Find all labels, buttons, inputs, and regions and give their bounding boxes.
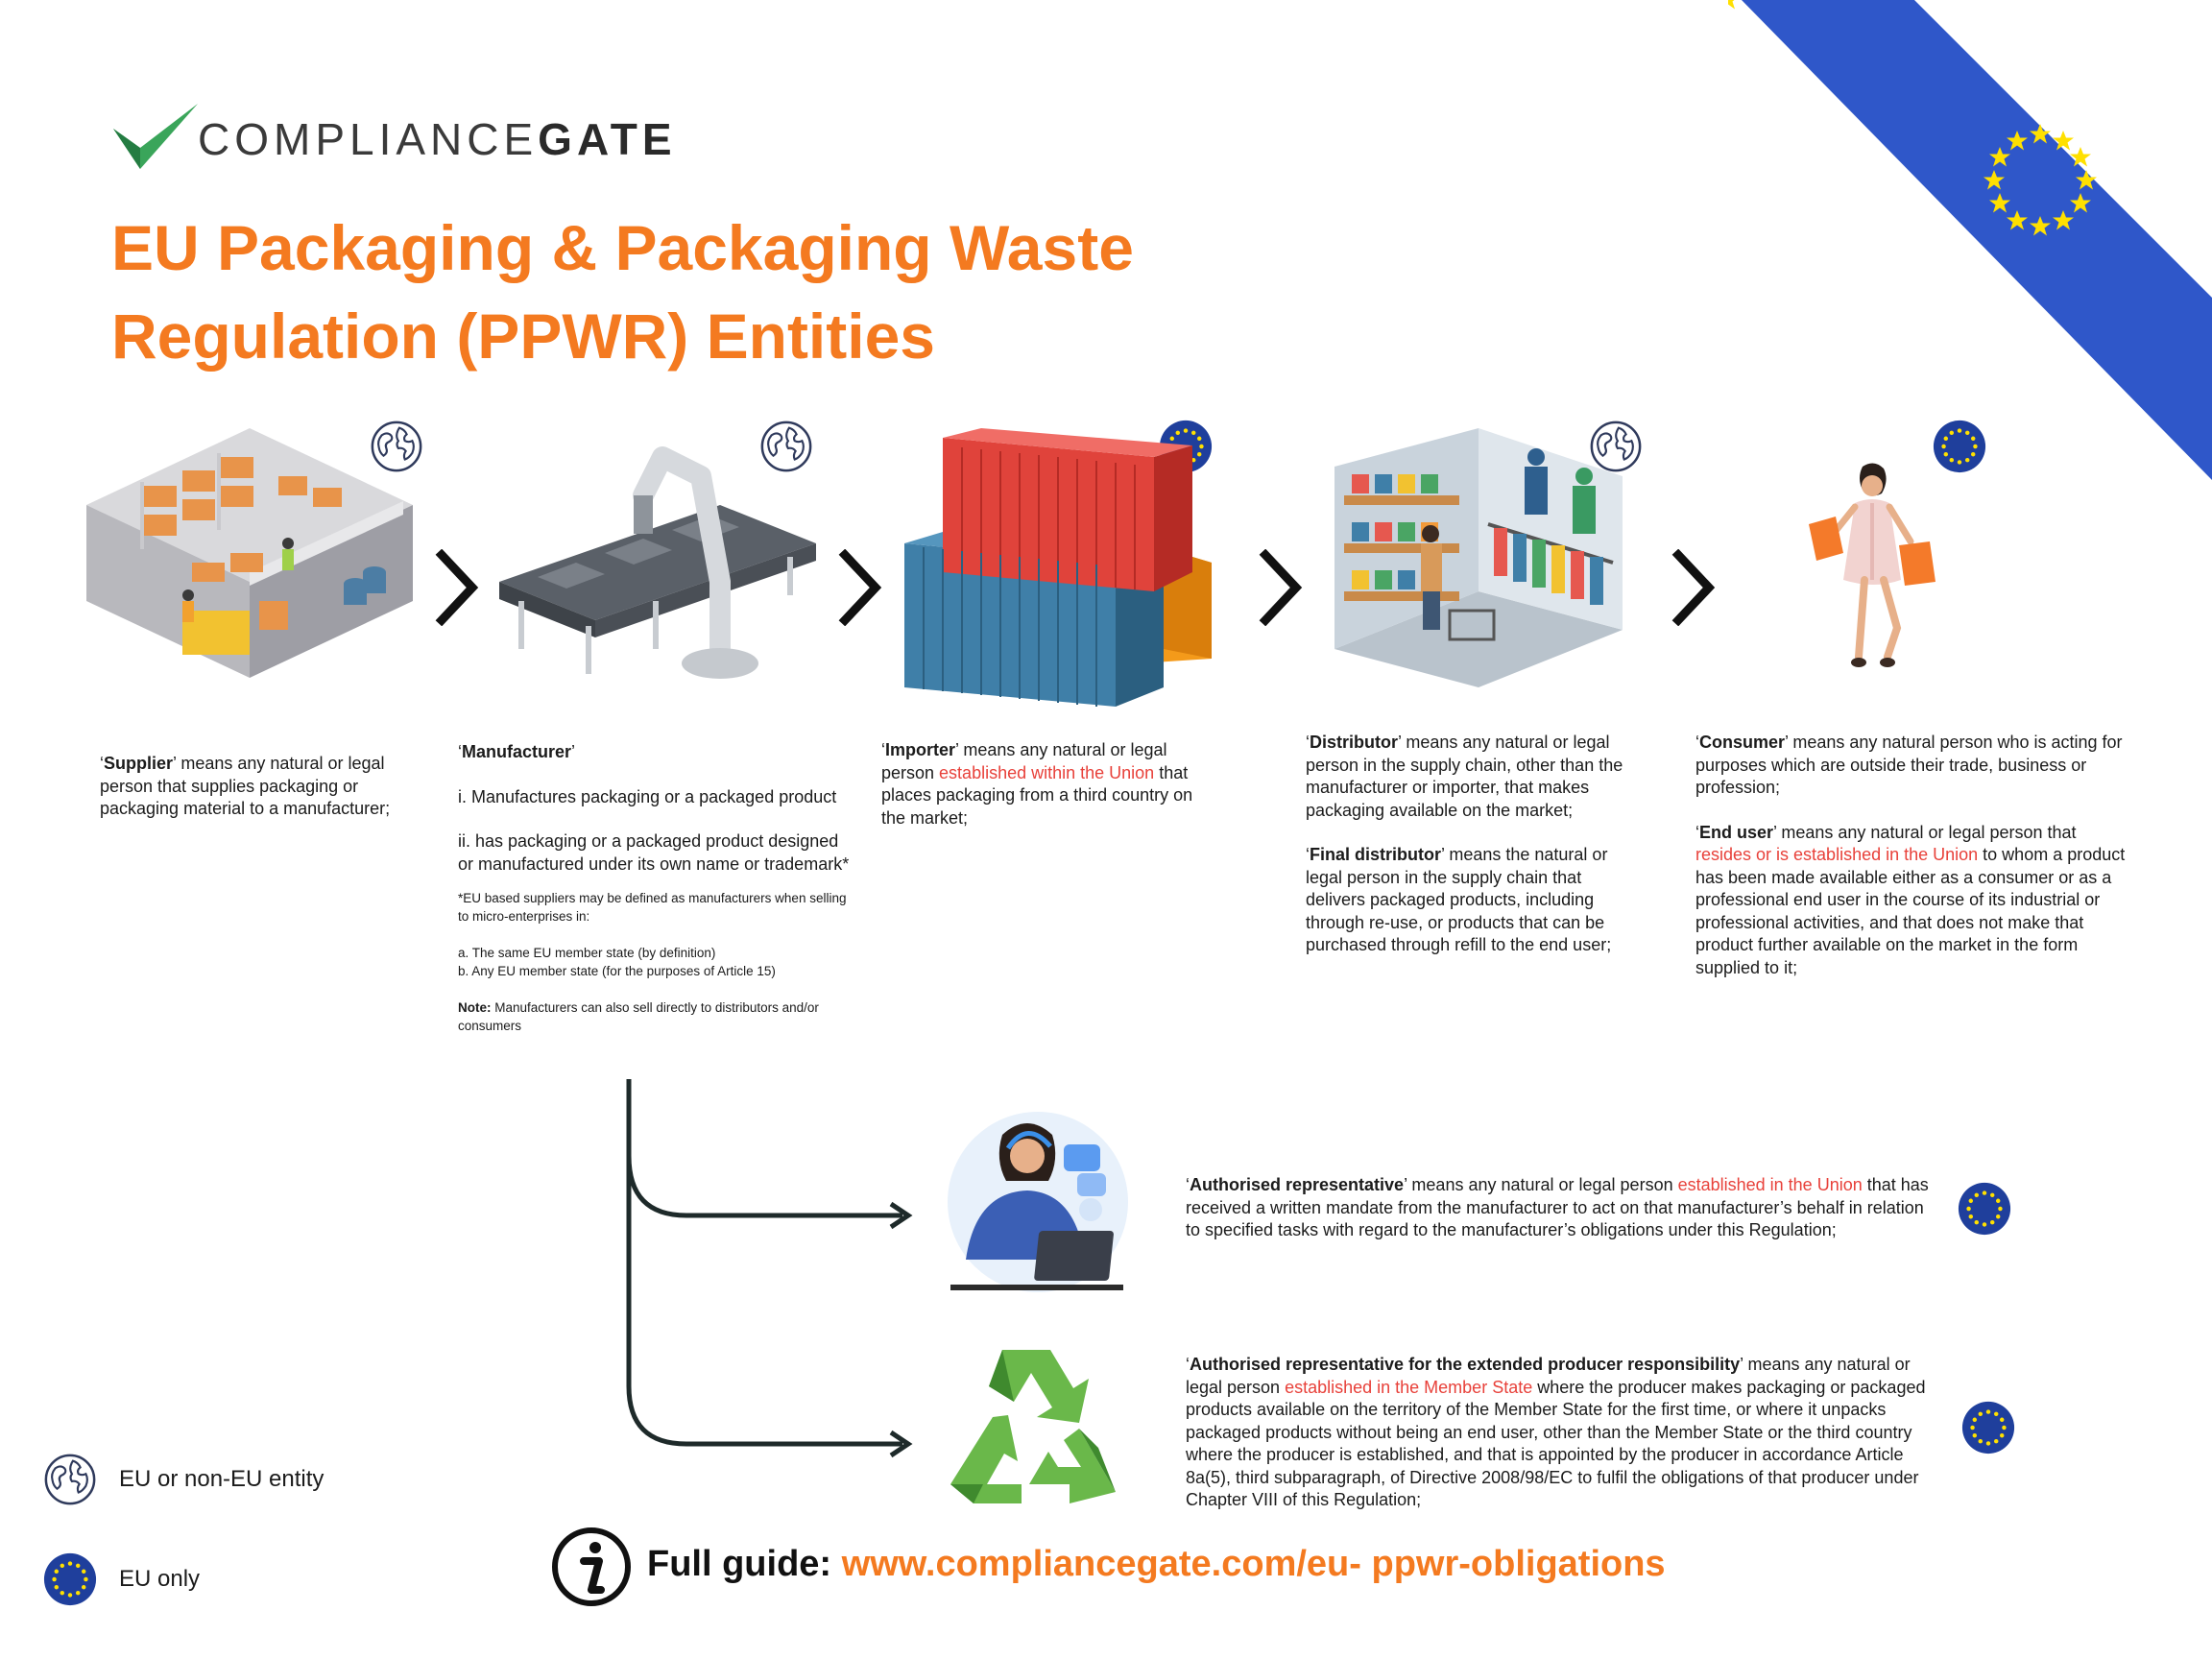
legend-globe-label: EU or non-EU entity [119, 1466, 325, 1492]
manufacturer-definition: ‘Manufacturer’ i. Manufactures packaging or a packaged product ii. has packaging or a packaged product designed or manufactured under its own name or trademark* *EU based suppliers may be defined as manufacturers when selling to micro-enterprises in: a. The same EU member state (by definition) b. Any EU member state (for the purposes of Article 15) Note: Manufacturers can also sell directly to distributors and/or consumers [458, 741, 852, 1035]
authorised-rep-epr-pre: means any natural or legal person [1186, 1355, 1911, 1397]
distributor-term: Distributor [1310, 733, 1398, 752]
manufacturer-footnote-a: a. The same EU member state (by definition) [458, 946, 716, 960]
brand-name-bold: GATE [538, 114, 677, 164]
final-distributor-text: means the natural or legal person in the supply chain that delivers packaged products, including through re-use, or products that can be purchased through refill to the end user; [1306, 845, 1612, 954]
consumer-definition: ‘Consumer’ means any natural person who is acting for purposes which are outside their trade, business or profession; ‘End user’ means any natural or legal person that resides or is established in the Union to whom a product has been made available either as a consumer or as a professional end user in the course of its industrial or professional activities, and that does not make that product further available on the market in the form supplied to it; [1695, 733, 2126, 977]
manufacturer-term: Manufacturer [462, 742, 572, 761]
distributor-definition: ‘Distributor’ means any natural or legal person in the supply chain, other than the manufacturer or importer, that makes packaging available on the market; ‘Final distributor’ means the natural or legal person in the supply chain that delivers packaged products, including through re-use, or products that can be purchased through refill to the end user; [1306, 733, 1623, 954]
chevron-right-icon [434, 549, 482, 626]
importer-post: that places packaging from a third country on the market; [881, 762, 1193, 828]
authorised-rep-eu-flag-icon [1957, 1181, 2012, 1237]
page-title [111, 204, 1263, 380]
info-icon [551, 1527, 632, 1607]
importer-highlight: established within the Union [939, 762, 1155, 782]
legend-eu-label: EU only [119, 1566, 201, 1592]
manufacturer-footnote: *EU based suppliers may be defined as manufacturers when selling to micro-enterprises in: [458, 891, 847, 924]
distributor-text: means any natural or legal person in the supply chain, other than the manufacturer or importer, that makes packaging available on the market; [1306, 733, 1623, 820]
customer-support-illustration [927, 1106, 1148, 1298]
page-title-line1: EU Packaging & Packaging Waste [111, 212, 1134, 283]
authorised-rep-term: Authorised representative [1190, 1175, 1405, 1194]
retail-store-illustration [1325, 428, 1632, 687]
footer-link[interactable]: www.compliancegate.com/eu- ppwr-obligations [841, 1544, 1666, 1584]
authorised-rep-pre: means any natural or legal person [1407, 1175, 1678, 1194]
legend-eu-flag-icon [42, 1551, 98, 1607]
footer [647, 1544, 1666, 1585]
legend-globe-icon [42, 1452, 98, 1507]
chevron-right-icon [1258, 549, 1306, 626]
consumer-term: Consumer [1699, 733, 1786, 752]
authorised-rep-epr-term: Authorised representative for the extended producer responsibility [1190, 1355, 1741, 1374]
authorised-rep-epr-post: where the producer makes packaging or packaged products available on the territory of the Member State for the first time, or where it unpacks packaged products without being an end user, other than the Member State or the third country where the producer is established, and that is appointed by the producer in accordance Article 8a(5), third subparagraph, of Directive 2008/98/EC to fulfil the obligations of that producer under Chapter VIII of this Regulation; [1186, 1377, 1926, 1509]
shipping-containers-illustration [904, 428, 1240, 707]
manufacturer-note-label: Note: [458, 1000, 492, 1015]
conveyor-illustration [499, 438, 816, 697]
end-user-post: to whom a product has been made available either as a consumer or as a professional end user in the course of its industrial or professional activities, and that does not make that product further available on the market in the form supplied to it; [1695, 845, 2126, 977]
manufacturer-branch-connector [614, 1079, 922, 1463]
footer-label: Full guide: [647, 1544, 842, 1584]
checkmark-logo-icon [111, 100, 200, 173]
authorised-rep-epr-eu-flag-icon [1960, 1400, 2016, 1455]
authorised-rep-epr-definition: ‘Authorised representative for the extended producer responsibility’ means any natural or legal person established in the Member State where the producer makes packaging or packaged products available on the territory of the Member State for the first time, or where it unpacks packaged products without being an end user, other than the Member State or the third country where the producer is established, and that is appointed by the producer in accordance Article 8a(5), third subparagraph, of Directive 2008/98/EC to fulfil the obligations of that producer under Chapter VIII of this Regulation; [1186, 1355, 1926, 1509]
end-user-term: End user [1699, 822, 1774, 842]
manufacturer-footnote-b: b. Any EU member state (for the purposes of Article 15) [458, 964, 776, 978]
brand-name-light: COMPLIANCE [198, 114, 539, 164]
importer-term: Importer [885, 740, 956, 759]
chevron-right-icon [837, 549, 885, 626]
end-user-pre: means any natural or legal person that [1776, 822, 2077, 842]
importer-pre: means any natural or legal person [881, 740, 1167, 782]
eu-star-ring [1728, 0, 1739, 10]
chevron-right-icon [1671, 549, 1719, 626]
page-title-line2: Regulation (PPWR) Entities [111, 301, 935, 372]
eu-banner [1728, 0, 2212, 480]
final-distributor-term: Final distributor [1310, 845, 1441, 864]
warehouse-illustration [86, 428, 413, 697]
authorised-rep-epr-highlight: established in the Member State [1285, 1377, 1533, 1397]
manufacturer-item-1: i. Manufactures packaging or a packaged product [458, 786, 837, 806]
brand-logo [198, 113, 677, 165]
end-user-highlight: resides or is established in the Union [1695, 845, 1979, 864]
supplier-term: Supplier [104, 754, 174, 773]
manufacturer-item-2: ii. has packaging or a packaged product designed or manufactured under its own name or trademark* [458, 831, 850, 874]
consumer-text: means any natural person who is acting for purposes which are outside their trade, business or profession; [1695, 733, 2123, 797]
authorised-rep-post: that has received a written mandate from the manufacturer to act on that manufacturer’s behalf in relation to specified tasks with regard to the manufacturer’s obligations under this Regulation; [1186, 1175, 1929, 1239]
supplier-definition: ‘Supplier’ means any natural or legal person that supplies packaging or packaging material to a manufacturer; [100, 754, 391, 818]
authorised-rep-highlight: established in the Union [1677, 1175, 1863, 1194]
shopper-illustration [1795, 457, 1959, 687]
authorised-rep-definition: ‘Authorised representative’ means any natural or legal person established in the Union that has received a written mandate from the manufacturer to act on that manufacturer’s behalf in relation to specified tasks with regard to the manufacturer’s obligations under this Regulation; [1186, 1175, 1929, 1239]
supplier-text: means any natural or legal person that supplies packaging or packaging material to a manufacturer; [100, 754, 391, 818]
importer-definition: ‘Importer’ means any natural or legal person established within the Union that places packaging from a third country on the market; [881, 740, 1193, 828]
manufacturer-note-text: Manufacturers can also sell directly to distributors and/or consumers [458, 1000, 819, 1033]
recycling-illustration [945, 1340, 1137, 1509]
